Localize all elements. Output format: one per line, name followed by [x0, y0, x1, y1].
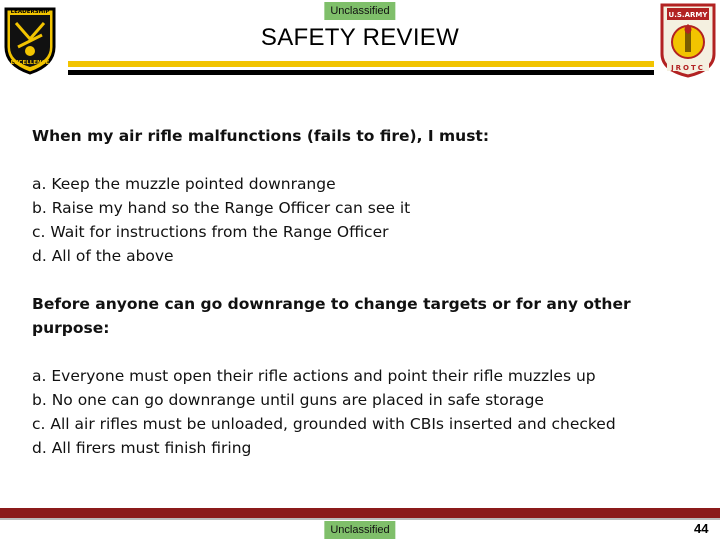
answer-item: b. No one can go downrange until guns are placed in safe storage [32, 391, 544, 409]
title-underline-black [68, 70, 654, 75]
question-block-2 [32, 292, 702, 460]
question-block-1 [32, 124, 702, 268]
page-title: SAFETY REVIEW [260, 24, 460, 51]
svg-text:EXCELLENCE: EXCELLENCE [10, 60, 50, 66]
answer-item: a. Everyone must open their rifle actions and point their rifle muzzles up [32, 367, 596, 385]
answer-item: a. Keep the muzzle pointed downrange [32, 175, 336, 193]
answer-item: c. Wait for instructions from the Range Officer [32, 223, 389, 241]
classification-banner-bottom: Unclassified [324, 521, 395, 539]
footer-divider [0, 518, 720, 520]
answer-item: b. Raise my hand so the Range Officer can see it [32, 199, 411, 217]
svg-text:LEADERSHIP: LEADERSHIP [10, 9, 50, 15]
classification-banner-top: Unclassified [324, 2, 395, 20]
army-jrotc-logo [659, 2, 717, 78]
footer-accent-bar [0, 508, 720, 518]
answer-list [32, 172, 702, 268]
answer-item: d. All firers must finish firing [32, 439, 252, 457]
question-prompt: Before anyone can go downrange to change targets or for any other purpose: [32, 295, 631, 337]
answer-list [32, 364, 702, 460]
title-underline-gold [68, 61, 654, 67]
question-prompt: When my air rifle malfunctions (fails to fire), I must: [32, 127, 490, 145]
answer-item: d. All of the above [32, 247, 174, 265]
svg-text:U.S.ARMY: U.S.ARMY [668, 11, 708, 19]
answer-item: c. All air rifles must be unloaded, grounded with CBIs inserted and checked [32, 415, 616, 433]
page-number: 44 [694, 521, 709, 536]
slide-content [32, 124, 702, 460]
svg-text:JROTC: JROTC [671, 64, 705, 72]
